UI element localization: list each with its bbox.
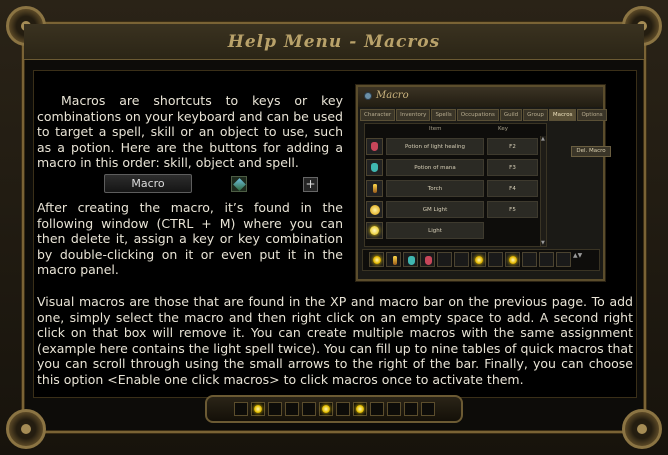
torch-icon	[366, 180, 383, 197]
macro-window	[356, 85, 605, 281]
bar-slot[interactable]	[421, 402, 435, 416]
macro-name: Light	[386, 222, 484, 239]
tab-character[interactable]: Character	[360, 109, 395, 121]
scroll-arrows-icon[interactable]: ▲▼	[573, 252, 583, 259]
red-potion-icon	[366, 138, 383, 155]
bar-slot[interactable]	[251, 402, 265, 416]
macro-key[interactable]: F4	[487, 180, 538, 197]
column-key-header: Key	[498, 126, 508, 132]
window-title: Help Menu - Macros	[227, 32, 441, 52]
macro-key[interactable]: F5	[487, 201, 538, 218]
macro-bar-slot[interactable]	[454, 252, 469, 267]
tab-inventory[interactable]: Inventory	[396, 109, 430, 121]
bar-slot[interactable]	[370, 402, 384, 416]
macro-name: Potion of light healing	[386, 138, 484, 155]
tab-options[interactable]: Options	[577, 109, 606, 121]
macro-row[interactable]	[366, 138, 538, 157]
bar-slot[interactable]	[319, 402, 333, 416]
bar-slot[interactable]	[404, 402, 418, 416]
macro-window-icon	[364, 92, 372, 100]
macro-bar-slot[interactable]	[556, 252, 571, 267]
red-potion-icon[interactable]	[420, 252, 435, 267]
tab-macros[interactable]: Macros	[549, 109, 577, 121]
macro-list-header	[385, 126, 540, 136]
macro-bar-slot[interactable]	[505, 252, 520, 267]
macro-row[interactable]	[366, 201, 538, 220]
macro-row[interactable]	[366, 180, 538, 199]
visual-macros-paragraph: Visual macros are those that are found in the XP and macro bar on the previous page. To add one, simply select the macro and then right click on an empty space to add. A second right click on that box will remove it. You can create multiple macros with the same assignment (example here contains the light spell twice). You can fill up to nine tables of quick macros that you can scroll through using the small arrows to the right of the bar. Finally, you can choose this option <Enable one click macros> to click macros once to activate them.	[37, 294, 633, 387]
tab-occupations[interactable]: Occupations	[457, 109, 499, 121]
tab-group[interactable]: Group	[523, 109, 548, 121]
bar-slot[interactable]	[302, 402, 316, 416]
macro-bar-slot[interactable]	[471, 252, 486, 267]
torch-icon[interactable]	[386, 252, 401, 267]
tab-guild[interactable]: Guild	[500, 109, 522, 121]
add-skill-macro-button[interactable]: Macro	[104, 174, 192, 193]
macro-window-title-bar	[358, 87, 603, 107]
add-spell-macro-button[interactable]: +	[303, 177, 318, 192]
macro-bar-slot[interactable]	[539, 252, 554, 267]
ornament-corner-icon	[6, 409, 46, 449]
blue-potion-icon	[366, 159, 383, 176]
macro-key[interactable]: F3	[487, 159, 538, 176]
macro-name: Potion of mana	[386, 159, 484, 176]
macro-name: Torch	[386, 180, 484, 197]
macro-bar-slot[interactable]	[437, 252, 452, 267]
macro-row[interactable]	[366, 222, 538, 241]
macro-row[interactable]	[366, 159, 538, 178]
bar-slot[interactable]	[387, 402, 401, 416]
column-item-header: Item	[429, 126, 442, 132]
macro-bar-slot[interactable]	[488, 252, 503, 267]
star-icon	[366, 201, 383, 218]
macro-key[interactable]: F2	[487, 138, 538, 155]
bar-slot[interactable]	[268, 402, 282, 416]
macro-window-tabs	[360, 109, 608, 121]
macro-name: GM Light	[386, 201, 484, 218]
bar-slot[interactable]	[234, 402, 248, 416]
macro-list-scrollbar[interactable]	[540, 136, 546, 246]
add-object-macro-icon[interactable]	[231, 176, 247, 192]
macro-window-title: Macro	[376, 90, 409, 101]
bar-slot[interactable]	[353, 402, 367, 416]
macro-window-paragraph: After creating the macro, it’s found in the following window (CTRL + M) where you can then delete it, assign a key or key combination by double-clicking on it or even put it in the macro panel.	[37, 200, 343, 278]
macro-bar-slot[interactable]	[369, 252, 384, 267]
light-icon	[366, 222, 383, 239]
tab-spells[interactable]: Spells	[431, 109, 455, 121]
intro-paragraph: Macros are shortcuts to keys or key combinations on your keyboard and can be used to target a spell, skill or an object to use, such as a potion. Here are the buttons for adding a macro in this order: skill, object and spell.	[37, 93, 343, 171]
macro-list	[364, 123, 547, 247]
bottom-ornament-bar	[205, 395, 463, 423]
bar-slot[interactable]	[336, 402, 350, 416]
macro-bar-slot[interactable]	[522, 252, 537, 267]
title-bar[interactable]	[24, 24, 644, 60]
ornament-corner-icon	[622, 409, 662, 449]
delete-macro-button[interactable]: Del. Macro	[571, 146, 611, 157]
macro-quick-bar	[362, 249, 600, 271]
bar-slot[interactable]	[285, 402, 299, 416]
blue-potion-icon[interactable]	[403, 252, 418, 267]
